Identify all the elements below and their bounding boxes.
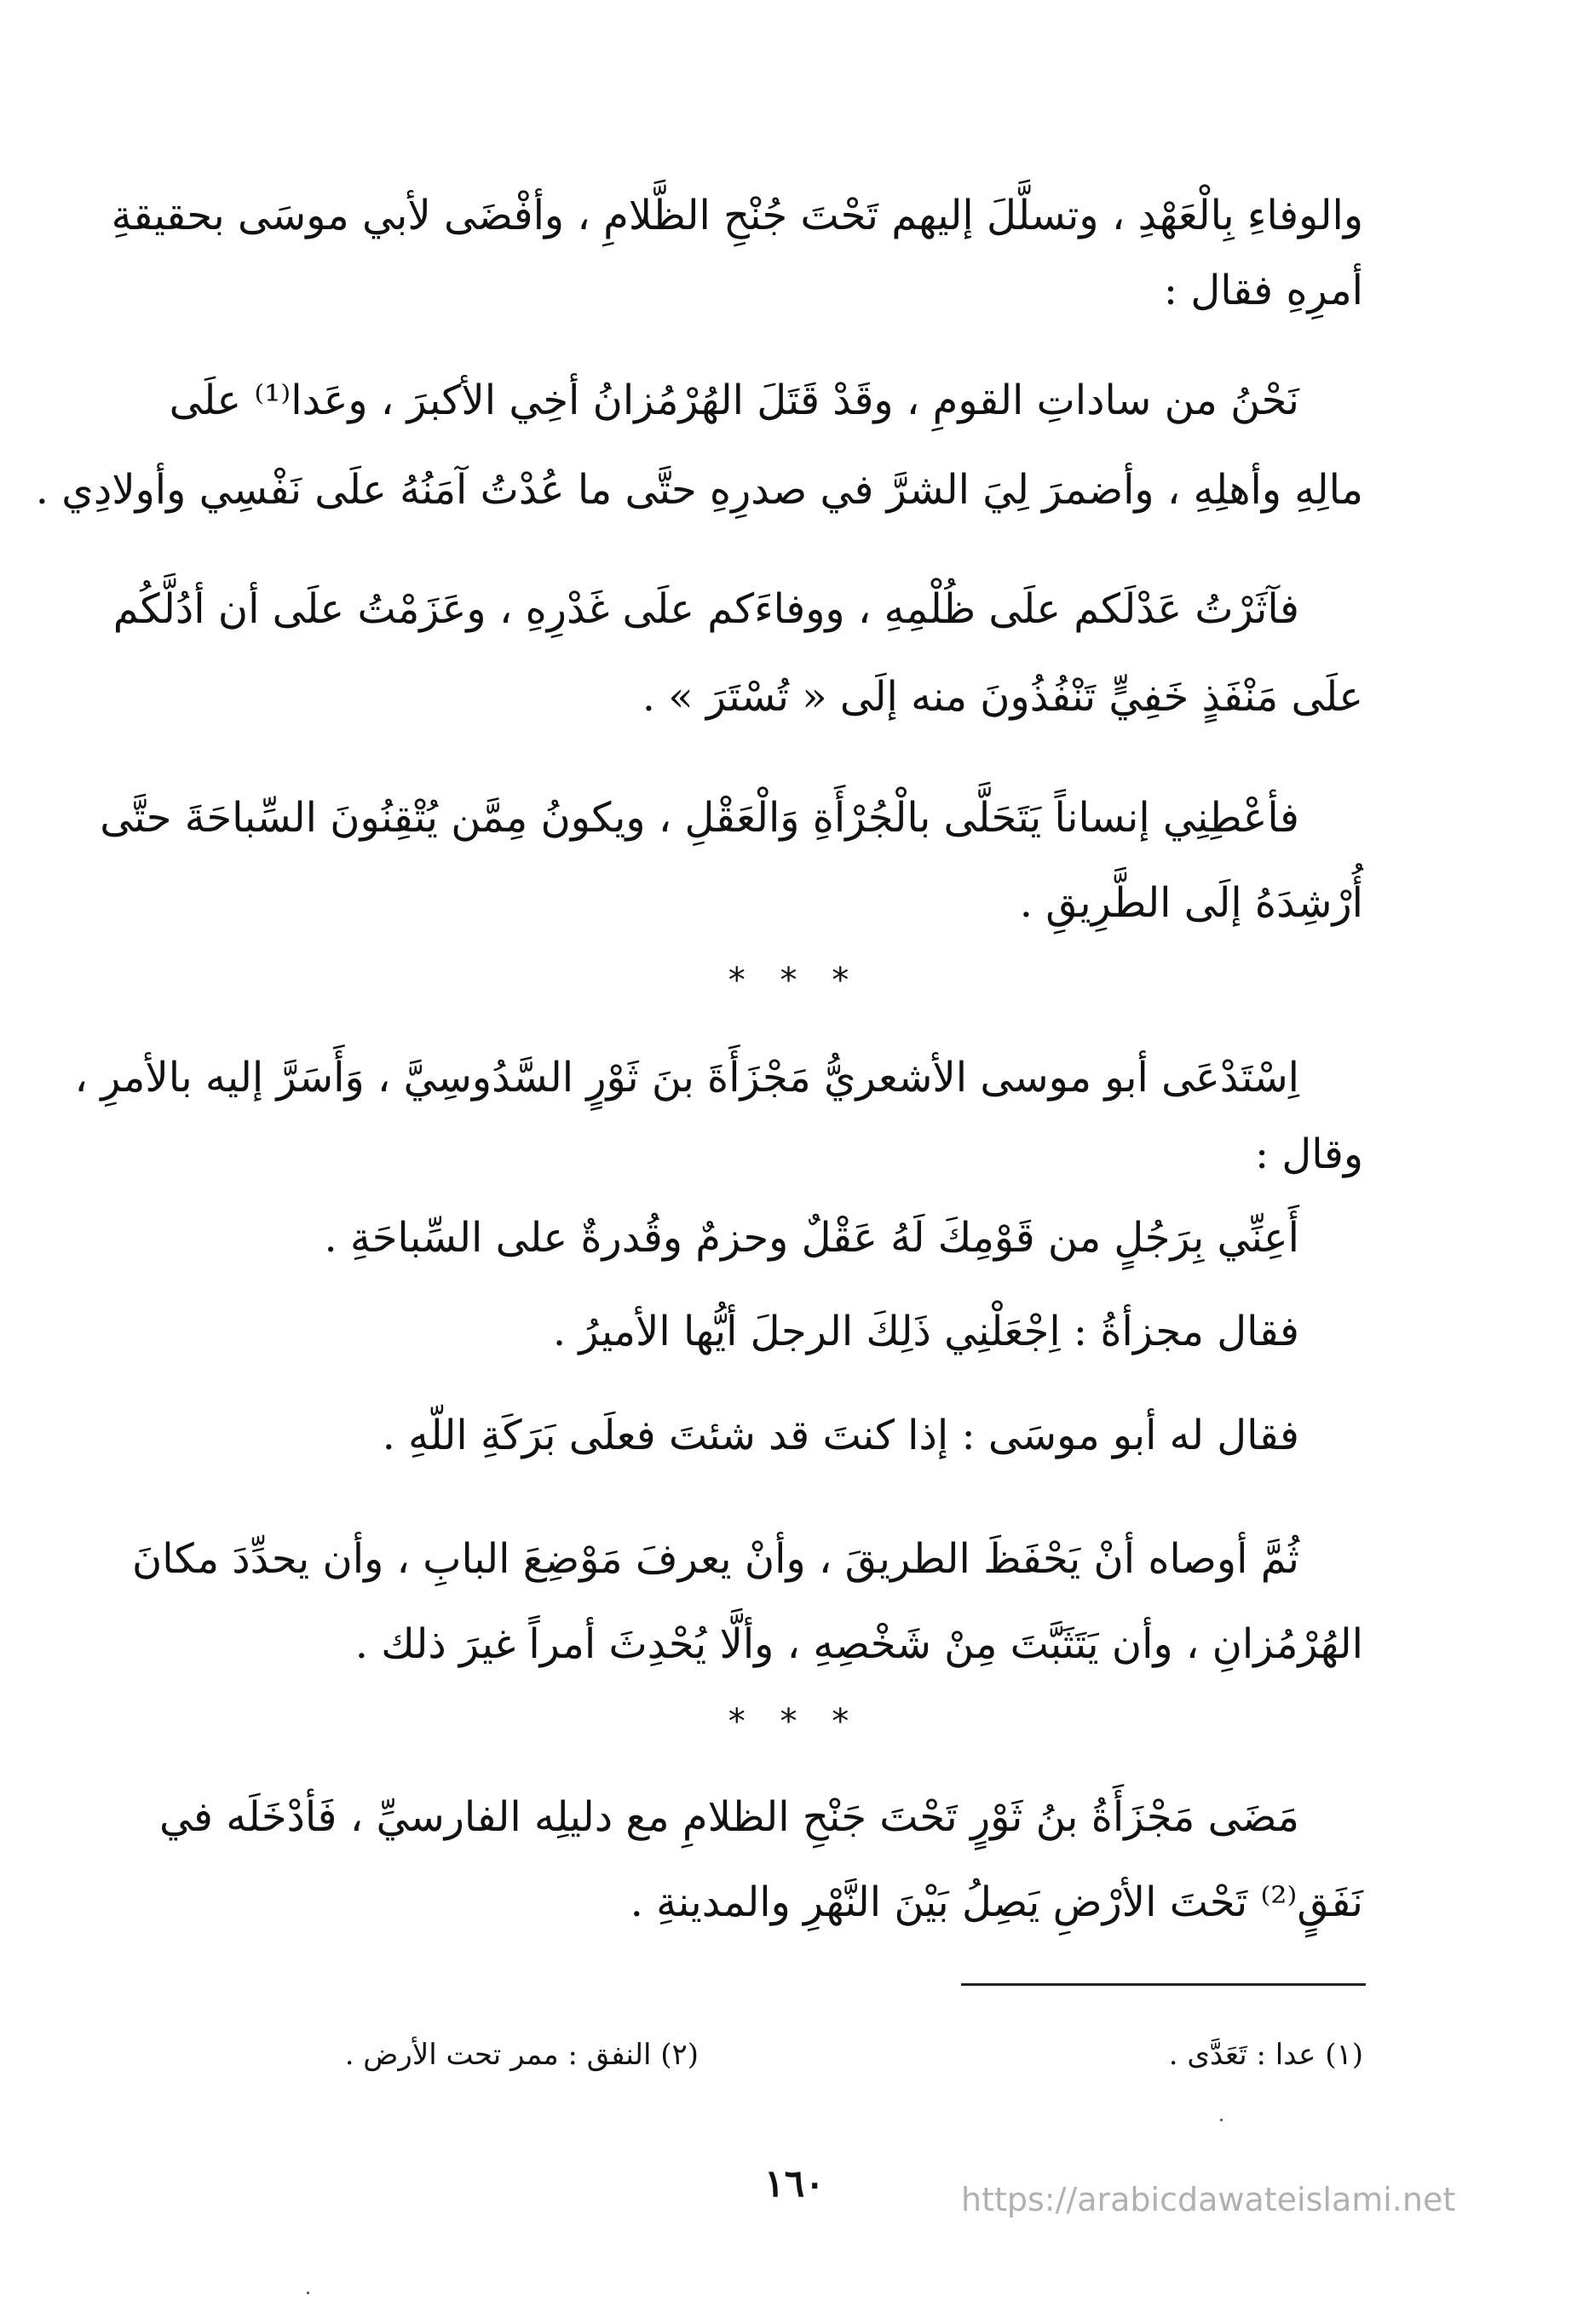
text-line: فأعْطِنِي إنساناً يَتَحَلَّى بالْجُرْأَةِ وَالْعَقْلِ ، ويكونُ مِمَّن يُتْقِنُونَ السِّباحَةَ حتَّى: [100, 794, 1299, 842]
text-line: الهُرْمُزانِ ، وأن يَتَثَبَّتَ مِنْ شَخْصِهِ ، وألَّا يُحْدِثَ أمراً غيرَ ذلك .: [354, 1620, 1363, 1668]
page-number: ١٦٠: [764, 2162, 825, 2206]
text-line: أمرِهِ فقال :: [1163, 267, 1363, 314]
scan-speck: [307, 2292, 309, 2294]
text-line: أَعِنِّي بِرَجُلٍ من قَوْمِكَ لَهُ عَقْلٌ وحزمٌ وقُدرةٌ على السِّباحَةِ .: [324, 1214, 1299, 1262]
scan-speck: [1220, 2119, 1223, 2121]
footnote-1: (١) عدا : تَعَدَّى .: [1168, 2038, 1363, 2072]
text-line: أُرْشِدَهُ إلَى الطَّرِيقِ .: [1019, 879, 1363, 927]
text-line: نَحْنُ من ساداتِ القومِ ، وقَدْ قَتَلَ الهُرْمُزانُ أخِي الأكبرَ ، وعَدا⁽¹⁾ علَى: [169, 377, 1299, 424]
text-line: ثُمَّ أوصاه أنْ يَحْفَظَ الطريقَ ، وأنْ يعرفَ مَوْضِعَ البابِ ، وأن يحدِّدَ مكانَ: [131, 1535, 1299, 1583]
text-line: مالِهِ وأهلِهِ ، وأضمرَ لِيَ الشرَّ في صدرِهِ حتَّى ما عُدْتُ آمَنُهُ علَى نَفْسِي وأولادِي .: [35, 466, 1363, 514]
watermark-url: https://arabicdawateislami.net: [961, 2181, 1456, 2218]
section-separator: * * *: [728, 1702, 861, 1741]
footnote-divider: [961, 1983, 1366, 1986]
text-line: نَفَقٍ⁽²⁾ تَحْتَ الأرْضِ يَصِلُ بَيْنَ النَّهْرِ والمدينةِ .: [630, 1878, 1363, 1926]
text-line: مَضَى مَجْزَأَةُ بنُ ثَوْرٍ تَحْتَ جَنْحِ الظلامِ مع دليلِه الفارسيِّ ، فَأدْخَلَه في: [159, 1793, 1299, 1841]
text-line: اِسْتَدْعَى أبو موسى الأشعريُّ مَجْزَأَةَ بنَ ثَوْرٍ السَّدُوسِيَّ ، وَأَسَرَّ إليه بالأمرِ ،: [74, 1054, 1299, 1102]
section-separator: * * *: [728, 961, 861, 1000]
text-line: والوفاءِ بِالْعَهْدِ ، وتسلَّلَ إليهم تَحْتَ جُنْحِ الظَّلامِ ، وأفْضَى لأبي موسَى بحقيقةِ: [111, 192, 1363, 239]
footnote-2: (٢) النفق : ممر تحت الأرض .: [344, 2038, 699, 2072]
text-line: فقال مجزأةُ : اِجْعَلْنِي ذَلِكَ الرجلَ أيُّها الأميرُ .: [552, 1308, 1299, 1355]
text-line: وقال :: [1254, 1130, 1363, 1178]
text-line: فقال له أبو موسَى : إذا كنتَ قد شئتَ فعلَى بَرَكَةِ اللّهِ .: [382, 1412, 1299, 1459]
text-line: علَى مَنْفَذٍ خَفِيٍّ تَنْفُذُونَ منه إلَى « تُسْتَرَ » .: [642, 673, 1363, 721]
text-line: فآثَرْتُ عَدْلَكم علَى ظُلْمِهِ ، ووفاءَكم علَى غَدْرِهِ ، وعَزَمْتُ علَى أن أدُلَّكُم: [112, 585, 1299, 633]
